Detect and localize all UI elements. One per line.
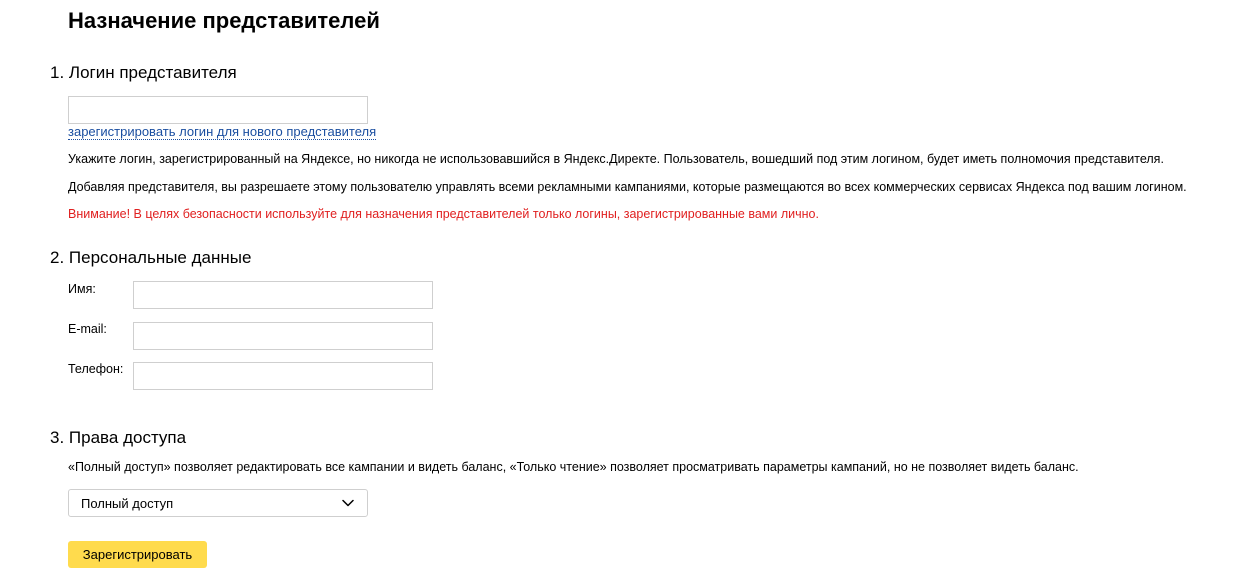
login-input[interactable] — [68, 96, 368, 124]
page-title: Назначение представителей — [68, 8, 380, 33]
email-label: E-mail: — [68, 322, 107, 336]
phone-input[interactable] — [133, 362, 433, 390]
register-login-link[interactable]: зарегистрировать логин для нового представителя — [68, 124, 377, 139]
permission-info-text: Добавляя представителя, вы разрешаете этому пользователю управлять всеми рекламными кампаниями, которые размещаются во всех коммерческих сервисах Яндекса под вашим логином. — [68, 180, 1187, 194]
login-info-text: Укажите логин, зарегистрированный на Яндексе, но никогда не использовавшийся в Яндекс.Директе. Пользователь, вошедший под этим логином, будет иметь полномочия представителя. — [68, 152, 1164, 166]
name-label: Имя: — [68, 282, 96, 296]
register-button[interactable]: Зарегистрировать — [68, 541, 207, 568]
name-input[interactable] — [133, 281, 433, 309]
security-warning-text: Внимание! В целях безопасности используйте для назначения представителей только логины, зарегистрированные вами лично. — [68, 207, 819, 221]
chevron-down-icon — [341, 496, 355, 510]
section-login-title — [50, 63, 237, 83]
access-description-text: «Полный доступ» позволяет редактировать все кампании и видеть баланс, «Только чтение» позволяет просматривать параметры кампаний, но не позволяет видеть баланс. — [68, 460, 1079, 474]
section-number: 1. — [50, 63, 65, 82]
section-title-text: Логин представителя — [68, 63, 237, 82]
access-level-select[interactable] — [68, 489, 368, 517]
section-personal-title — [50, 248, 251, 268]
section-title-text: Права доступа — [68, 428, 187, 447]
section-number: 2. — [50, 248, 65, 267]
access-level-value: Полный доступ — [81, 495, 174, 511]
phone-label: Телефон: — [68, 362, 124, 376]
section-number: 3. — [50, 428, 65, 447]
email-input[interactable] — [133, 322, 433, 350]
section-title-text: Персональные данные — [68, 248, 252, 267]
section-access-title — [50, 428, 186, 448]
